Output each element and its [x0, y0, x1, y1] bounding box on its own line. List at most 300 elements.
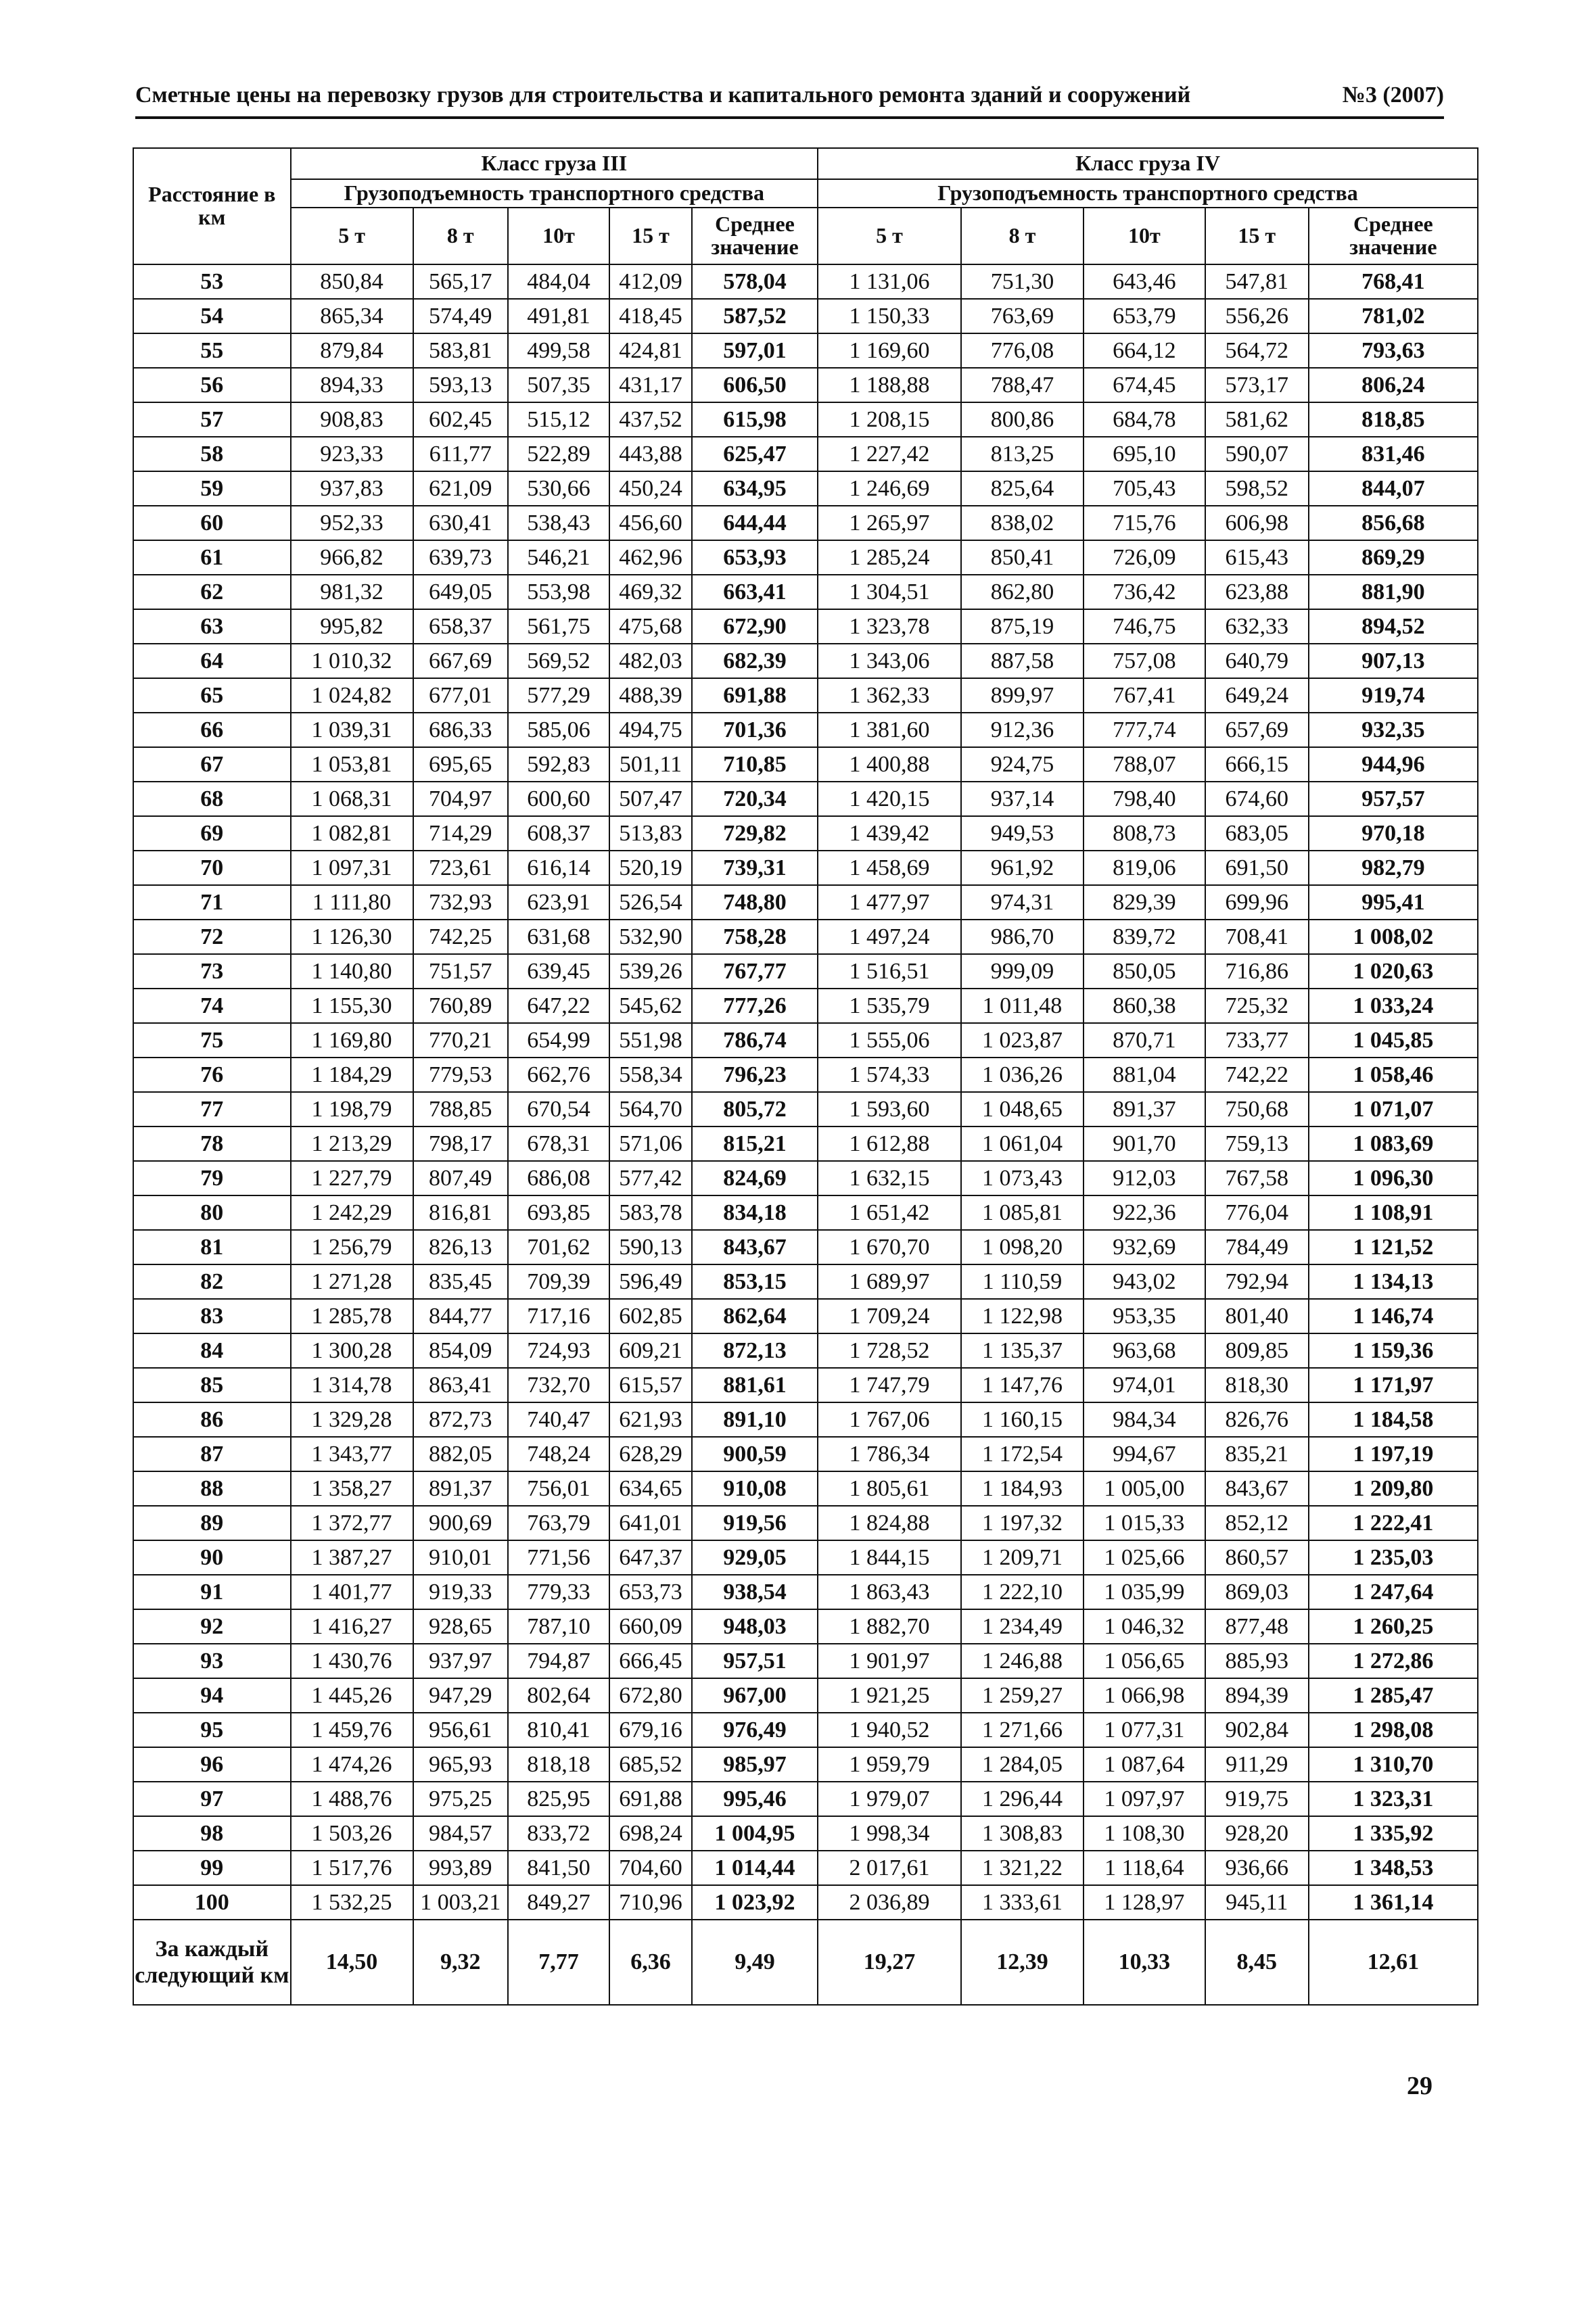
table-cell: 1 420,15: [818, 782, 961, 816]
table-row: [133, 1678, 1478, 1713]
table-cell: 919,56: [692, 1506, 818, 1540]
table-row: [133, 989, 1478, 1023]
table-cell: 805,72: [692, 1092, 818, 1127]
table-cell: 784,49: [1205, 1230, 1309, 1264]
table-cell: 1 140,80: [291, 954, 413, 989]
table-cell: 708,41: [1205, 920, 1309, 954]
table-cell: 677,01: [413, 678, 509, 713]
table-cell: 860,57: [1205, 1540, 1309, 1575]
table-cell: 565,17: [413, 264, 509, 299]
table-cell: 625,47: [692, 437, 818, 471]
table-row: [133, 851, 1478, 885]
table-cell: 844,77: [413, 1299, 509, 1333]
table-cell: 1 284,05: [961, 1747, 1084, 1782]
table-cell: 952,33: [291, 506, 413, 540]
table-cell: 809,85: [1205, 1333, 1309, 1368]
distance-cell: 80: [133, 1195, 291, 1230]
class3-subtitle: Грузоподъемность транспортного средства: [291, 179, 818, 208]
table-row: [133, 1092, 1478, 1127]
table-cell: 684,78: [1084, 402, 1205, 437]
table-cell: 1 121,52: [1309, 1230, 1478, 1264]
table-cell: 748,80: [692, 885, 818, 920]
table-cell: 788,47: [961, 368, 1084, 402]
table-cell: 520,19: [609, 851, 692, 885]
table-cell: 1 169,80: [291, 1023, 413, 1058]
table-cell: 717,16: [508, 1299, 609, 1333]
table-cell: 1 222,10: [961, 1575, 1084, 1609]
table-cell: 1 122,98: [961, 1299, 1084, 1333]
table-cell: 1 747,79: [818, 1368, 961, 1402]
table-cell: 891,10: [692, 1402, 818, 1437]
table-cell: 1 998,34: [818, 1816, 961, 1851]
distance-cell: 93: [133, 1644, 291, 1678]
table-cell: 593,13: [413, 368, 509, 402]
table-cell: 1 198,79: [291, 1092, 413, 1127]
table-cell: 798,17: [413, 1127, 509, 1161]
table-row: [133, 1368, 1478, 1402]
table-cell: 1 321,22: [961, 1851, 1084, 1885]
table-cell: 957,57: [1309, 782, 1478, 816]
table-cell: 1 323,31: [1309, 1782, 1478, 1816]
table-cell: 654,99: [508, 1023, 609, 1058]
table-cell: 746,75: [1084, 609, 1205, 644]
table-cell: 494,75: [609, 713, 692, 747]
table-row: [133, 782, 1478, 816]
table-cell: 1 048,65: [961, 1092, 1084, 1127]
table-cell: 1 108,30: [1084, 1816, 1205, 1851]
table-cell: 590,07: [1205, 437, 1309, 471]
table-row: [133, 402, 1478, 437]
table-cell: 885,93: [1205, 1644, 1309, 1678]
table-row: [133, 609, 1478, 644]
table-cell: 957,51: [692, 1644, 818, 1678]
table-cell: 611,77: [413, 437, 509, 471]
table-cell: 660,09: [609, 1609, 692, 1644]
table-cell: 606,98: [1205, 506, 1309, 540]
distance-cell: 78: [133, 1127, 291, 1161]
table-cell: 1 940,52: [818, 1713, 961, 1747]
table-cell: 949,53: [961, 816, 1084, 851]
distance-cell: 77: [133, 1092, 291, 1127]
table-cell: 1 135,37: [961, 1333, 1084, 1368]
table-cell: 835,21: [1205, 1437, 1309, 1471]
table-cell: 833,72: [508, 1816, 609, 1851]
table-cell: 993,89: [413, 1851, 509, 1885]
table-cell: 1 689,97: [818, 1264, 961, 1299]
table-row: [133, 1161, 1478, 1195]
table-cell: 644,44: [692, 506, 818, 540]
table-cell: 609,21: [609, 1333, 692, 1368]
table-cell: 564,70: [609, 1092, 692, 1127]
table-cell: 1 184,58: [1309, 1402, 1478, 1437]
table-cell: 653,93: [692, 540, 818, 575]
table-cell: 919,33: [413, 1575, 509, 1609]
table-row: [133, 1506, 1478, 1540]
table-row: [133, 644, 1478, 678]
table-cell: 556,26: [1205, 299, 1309, 333]
table-row: [133, 1747, 1478, 1782]
table-cell: 1 387,27: [291, 1540, 413, 1575]
table-row: [133, 1575, 1478, 1609]
table-cell: 615,43: [1205, 540, 1309, 575]
table-cell: 1 023,87: [961, 1023, 1084, 1058]
table-cell: 850,84: [291, 264, 413, 299]
table-cell: 1 056,65: [1084, 1644, 1205, 1678]
table-cell: 539,26: [609, 954, 692, 989]
table-cell: 1 036,26: [961, 1058, 1084, 1092]
table-cell: 825,95: [508, 1782, 609, 1816]
class3-title: Класс груза III: [291, 148, 818, 179]
table-cell: 963,68: [1084, 1333, 1205, 1368]
table-cell: 1 709,24: [818, 1299, 961, 1333]
table-cell: 907,13: [1309, 644, 1478, 678]
table-cell: 606,50: [692, 368, 818, 402]
table-cell: 937,83: [291, 471, 413, 506]
table-cell: 1 805,61: [818, 1471, 961, 1506]
table-cell: 733,77: [1205, 1023, 1309, 1058]
table-cell: 723,61: [413, 851, 509, 885]
distance-cell: 68: [133, 782, 291, 816]
table-cell: 742,22: [1205, 1058, 1309, 1092]
table-cell: 1 246,88: [961, 1644, 1084, 1678]
table-cell: 976,49: [692, 1713, 818, 1747]
table-cell: 1 265,97: [818, 506, 961, 540]
distance-cell: 59: [133, 471, 291, 506]
table-cell: 1 097,31: [291, 851, 413, 885]
table-cell: 1 005,00: [1084, 1471, 1205, 1506]
table-cell: 779,53: [413, 1058, 509, 1092]
table-cell: 1 098,20: [961, 1230, 1084, 1264]
table-cell: 2 017,61: [818, 1851, 961, 1885]
table-cell: 1 516,51: [818, 954, 961, 989]
table-cell: 1 246,69: [818, 471, 961, 506]
table-cell: 1 430,76: [291, 1644, 413, 1678]
table-cell: 1 333,61: [961, 1885, 1084, 1920]
table-cell: 910,01: [413, 1540, 509, 1575]
table-cell: 678,31: [508, 1127, 609, 1161]
table-cell: 981,32: [291, 575, 413, 609]
table-cell: 10,33: [1084, 1920, 1205, 2005]
table-cell: 1 343,77: [291, 1437, 413, 1471]
table-cell: 1 863,43: [818, 1575, 961, 1609]
table-cell: 901,70: [1084, 1127, 1205, 1161]
table-cell: 995,46: [692, 1782, 818, 1816]
table-cell: 1 767,06: [818, 1402, 961, 1437]
table-cell: 943,02: [1084, 1264, 1205, 1299]
table-cell: 829,39: [1084, 885, 1205, 920]
table-cell: 685,52: [609, 1747, 692, 1782]
table-cell: 1 208,15: [818, 402, 961, 437]
table-cell: 849,27: [508, 1885, 609, 1920]
table-row: [133, 920, 1478, 954]
table-cell: 1 271,66: [961, 1713, 1084, 1747]
table-cell: 767,41: [1084, 678, 1205, 713]
table-cell: 674,45: [1084, 368, 1205, 402]
table-cell: 825,64: [961, 471, 1084, 506]
table-cell: 1 033,24: [1309, 989, 1478, 1023]
table-cell: 530,66: [508, 471, 609, 506]
table-cell: 929,05: [692, 1540, 818, 1575]
table-cell: 816,81: [413, 1195, 509, 1230]
table-cell: 1 209,80: [1309, 1471, 1478, 1506]
table-cell: 596,49: [609, 1264, 692, 1299]
header-rule: [135, 116, 1444, 119]
table-cell: 634,65: [609, 1471, 692, 1506]
table-cell: 787,10: [508, 1609, 609, 1644]
table-cell: 600,60: [508, 782, 609, 816]
table-cell: 1 358,27: [291, 1471, 413, 1506]
table-cell: 1 728,52: [818, 1333, 961, 1368]
table-cell: 1 439,42: [818, 816, 961, 851]
table-cell: 986,70: [961, 920, 1084, 954]
table-cell: 788,85: [413, 1092, 509, 1127]
table-cell: 1 023,92: [692, 1885, 818, 1920]
table-cell: 967,00: [692, 1678, 818, 1713]
table-cell: 1 247,64: [1309, 1575, 1478, 1609]
table-cell: 1 087,64: [1084, 1747, 1205, 1782]
table-cell: 715,76: [1084, 506, 1205, 540]
table-cell: 852,12: [1205, 1506, 1309, 1540]
table-cell: 450,24: [609, 471, 692, 506]
table-cell: 631,68: [508, 920, 609, 954]
table-cell: 1 474,26: [291, 1747, 413, 1782]
col-header: 5 т: [818, 208, 961, 264]
table-cell: 985,97: [692, 1747, 818, 1782]
table-cell: 759,13: [1205, 1127, 1309, 1161]
table-cell: 771,56: [508, 1540, 609, 1575]
distance-cell: 58: [133, 437, 291, 471]
table-cell: 807,49: [413, 1161, 509, 1195]
table-row: [133, 368, 1478, 402]
table-cell: 1 184,29: [291, 1058, 413, 1092]
table-cell: 841,50: [508, 1851, 609, 1885]
table-cell: 1 235,03: [1309, 1540, 1478, 1575]
table-cell: 891,37: [413, 1471, 509, 1506]
table-cell: 1 024,82: [291, 678, 413, 713]
table-cell: 894,33: [291, 368, 413, 402]
table-cell: 1 039,31: [291, 713, 413, 747]
table-cell: 1 126,30: [291, 920, 413, 954]
table-cell: 994,67: [1084, 1437, 1205, 1471]
table-cell: 1 445,26: [291, 1678, 413, 1713]
table-cell: 1 272,86: [1309, 1644, 1478, 1678]
table-cell: 1 335,92: [1309, 1816, 1478, 1851]
table-cell: 672,90: [692, 609, 818, 644]
table-cell: 900,59: [692, 1437, 818, 1471]
table-cell: 522,89: [508, 437, 609, 471]
table-cell: 1 400,88: [818, 747, 961, 782]
table-cell: 1 184,93: [961, 1471, 1084, 1506]
table-cell: 824,69: [692, 1161, 818, 1195]
distance-cell: 60: [133, 506, 291, 540]
distance-cell: 87: [133, 1437, 291, 1471]
table-row: [133, 1023, 1478, 1058]
page-header: [135, 82, 1444, 108]
table-cell: 469,32: [609, 575, 692, 609]
table-cell: 834,18: [692, 1195, 818, 1230]
table-cell: 1 260,25: [1309, 1609, 1478, 1644]
table-cell: 924,75: [961, 747, 1084, 782]
table-cell: 657,69: [1205, 713, 1309, 747]
table-cell: 808,73: [1084, 816, 1205, 851]
table-row: [133, 506, 1478, 540]
table-cell: 1 285,47: [1309, 1678, 1478, 1713]
table-cell: 674,60: [1205, 782, 1309, 816]
table-cell: 1 061,04: [961, 1127, 1084, 1161]
table-row: [133, 1816, 1478, 1851]
table-row: [133, 1195, 1478, 1230]
table-cell: 1 310,70: [1309, 1747, 1478, 1782]
table-cell: 590,13: [609, 1230, 692, 1264]
table-cell: 872,13: [692, 1333, 818, 1368]
table-cell: 763,79: [508, 1506, 609, 1540]
table-cell: 844,07: [1309, 471, 1478, 506]
table-cell: 869,03: [1205, 1575, 1309, 1609]
table-cell: 1 169,60: [818, 333, 961, 368]
table-cell: 695,10: [1084, 437, 1205, 471]
table-cell: 1 285,78: [291, 1299, 413, 1333]
table-cell: 777,26: [692, 989, 818, 1023]
table-cell: 649,24: [1205, 678, 1309, 713]
table-cell: 786,74: [692, 1023, 818, 1058]
table-cell: 862,64: [692, 1299, 818, 1333]
table-row: [133, 540, 1478, 575]
table-cell: 1 213,29: [291, 1127, 413, 1161]
table-cell: 850,41: [961, 540, 1084, 575]
table-cell: 1 362,33: [818, 678, 961, 713]
table-cell: 641,01: [609, 1506, 692, 1540]
table-cell: 1 458,69: [818, 851, 961, 885]
table-row: [133, 1471, 1478, 1506]
table-cell: 725,32: [1205, 989, 1309, 1023]
table-cell: 1 045,85: [1309, 1023, 1478, 1058]
table-cell: 538,43: [508, 506, 609, 540]
distance-cell: 89: [133, 1506, 291, 1540]
table-cell: 1 401,77: [291, 1575, 413, 1609]
table-cell: 1 497,24: [818, 920, 961, 954]
distance-cell: 88: [133, 1471, 291, 1506]
table-cell: 1 097,97: [1084, 1782, 1205, 1816]
table-cell: 974,31: [961, 885, 1084, 920]
distance-cell: 83: [133, 1299, 291, 1333]
table-cell: 965,93: [413, 1747, 509, 1782]
col-header: 15 т: [1205, 208, 1309, 264]
table-cell: 532,90: [609, 920, 692, 954]
distance-cell: 64: [133, 644, 291, 678]
table-cell: 860,38: [1084, 989, 1205, 1023]
table-cell: 1 271,28: [291, 1264, 413, 1299]
table-cell: 932,69: [1084, 1230, 1205, 1264]
table-cell: 664,12: [1084, 333, 1205, 368]
distance-cell: 91: [133, 1575, 291, 1609]
table-cell: 726,09: [1084, 540, 1205, 575]
col-header: Среднее значение: [692, 208, 818, 264]
distance-cell: 94: [133, 1678, 291, 1713]
distance-cell: 92: [133, 1609, 291, 1644]
table-cell: 456,60: [609, 506, 692, 540]
table-cell: 670,54: [508, 1092, 609, 1127]
col-header: Среднее значение: [1309, 208, 1478, 264]
table-cell: 810,41: [508, 1713, 609, 1747]
table-cell: 758,28: [692, 920, 818, 954]
table-cell: 1 259,27: [961, 1678, 1084, 1713]
table-row: [133, 954, 1478, 989]
distance-cell: 98: [133, 1816, 291, 1851]
table-cell: 1 488,76: [291, 1782, 413, 1816]
table-cell: 956,61: [413, 1713, 509, 1747]
table-cell: 628,29: [609, 1437, 692, 1471]
table-cell: 881,90: [1309, 575, 1478, 609]
table-cell: 1 172,54: [961, 1437, 1084, 1471]
table-cell: 720,34: [692, 782, 818, 816]
table-cell: 666,15: [1205, 747, 1309, 782]
table-cell: 682,39: [692, 644, 818, 678]
table-cell: 643,46: [1084, 264, 1205, 299]
table-cell: 911,29: [1205, 1747, 1309, 1782]
table-row: [133, 1437, 1478, 1471]
table-cell: 1 882,70: [818, 1609, 961, 1644]
table-cell: 1 160,15: [961, 1402, 1084, 1437]
table-cell: 1 901,97: [818, 1644, 961, 1678]
table-cell: 1 209,71: [961, 1540, 1084, 1575]
table-cell: 679,16: [609, 1713, 692, 1747]
table-cell: 569,52: [508, 644, 609, 678]
table-cell: 475,68: [609, 609, 692, 644]
table-cell: 740,47: [508, 1402, 609, 1437]
distance-cell: 76: [133, 1058, 291, 1092]
table-cell: 1 134,13: [1309, 1264, 1478, 1299]
table-cell: 526,54: [609, 885, 692, 920]
table-cell: 616,14: [508, 851, 609, 885]
distance-cell: 57: [133, 402, 291, 437]
table-cell: 947,29: [413, 1678, 509, 1713]
table-cell: 856,68: [1309, 506, 1478, 540]
distance-cell: 71: [133, 885, 291, 920]
table-cell: 623,91: [508, 885, 609, 920]
table-cell: 698,24: [609, 1816, 692, 1851]
table-cell: 437,52: [609, 402, 692, 437]
table-cell: 1 066,98: [1084, 1678, 1205, 1713]
table-cell: 1 535,79: [818, 989, 961, 1023]
col-header: 10т: [508, 208, 609, 264]
table-cell: 1 256,79: [291, 1230, 413, 1264]
table-cell: 818,85: [1309, 402, 1478, 437]
distance-cell: 82: [133, 1264, 291, 1299]
table-row: [133, 1609, 1478, 1644]
table-row: [133, 816, 1478, 851]
table-cell: 653,73: [609, 1575, 692, 1609]
table-cell: 1 308,83: [961, 1816, 1084, 1851]
table-row: [133, 299, 1478, 333]
table-cell: 705,43: [1084, 471, 1205, 506]
table-cell: 1 304,51: [818, 575, 961, 609]
page-number: 29: [1407, 2072, 1432, 2100]
table-cell: 1 197,32: [961, 1506, 1084, 1540]
table-cell: 800,86: [961, 402, 1084, 437]
table-cell: 899,97: [961, 678, 1084, 713]
col-header: 15 т: [609, 208, 692, 264]
table-cell: 1 155,30: [291, 989, 413, 1023]
table-cell: 974,01: [1084, 1368, 1205, 1402]
col-header: 8 т: [413, 208, 509, 264]
distance-cell: 65: [133, 678, 291, 713]
table-body: [133, 264, 1478, 1920]
table-cell: 1 147,76: [961, 1368, 1084, 1402]
table-cell: 1 035,99: [1084, 1575, 1205, 1609]
table-cell: 1 959,79: [818, 1747, 961, 1782]
table-cell: 667,69: [413, 644, 509, 678]
class4-title: Класс груза IV: [818, 148, 1478, 179]
